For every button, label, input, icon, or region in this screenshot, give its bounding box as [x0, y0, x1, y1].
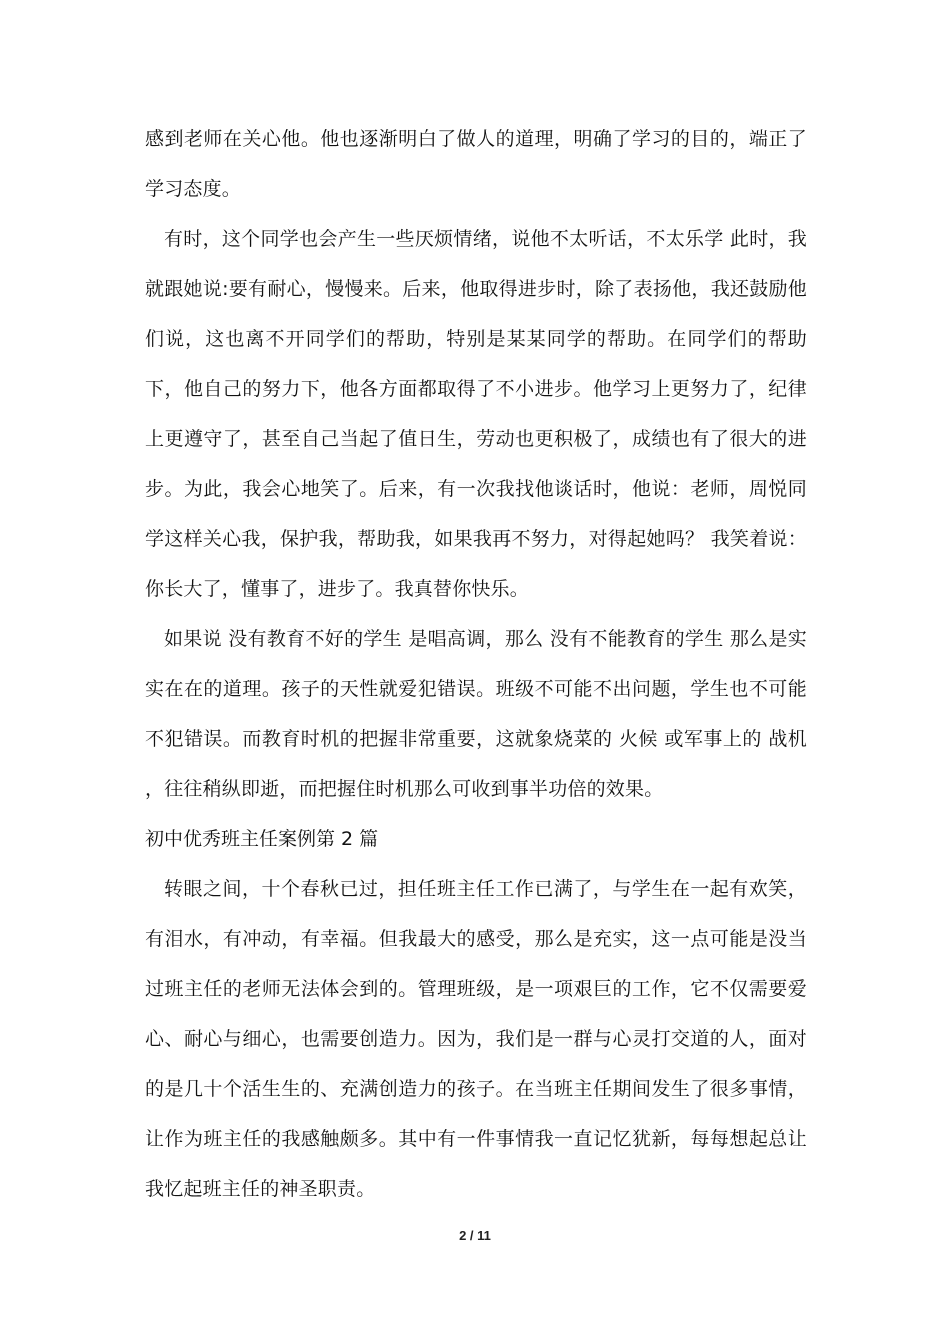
paragraph-4: 转眼之间，十个春秋已过，担任班主任工作已满了，与学生在一起有欢笑，有泪水，有冲动，有幸福。但我最大的感受，那么是充实，这一点可能是没当过班主任的老师无法体会到的。管理班级，是一项艰巨的工作，它不仅需要爱心、耐心与细心，也需要创造力。因为，我们是一群与心灵打交道的人，面对的是几十个活生生的、充满创造力的孩子。在当班主任期间发生了很多事情，让作为班主任的我感触颇多。其中有一件事情我一直记忆犹新，每每想起总让我忆起班主任的神圣职责。: [145, 878, 807, 1200]
paragraph-2: 有时，这个同学也会产生一些厌烦情绪，说他不太听话，不太乐学 此时，我就跟她说:要有耐心，慢慢来。后来，他取得进步时，除了表扬他，我还鼓励他们说，这也离不开同学们的帮助，特别是某某同学的帮助。在同学们的帮助下，他自己的努力下，他各方面都取得了不小进步。他学习上更努力了，纪律上更遵守了，甚至自己当起了值日生，劳动也更积极了，成绩也有了很大的进步。为此，我会心地笑了。后来，有一次我找他谈话时，他说：老师，周悦同学这样关心我，保护我，帮助我，如果我再不努力，对得起她吗？ 我笑着说：你长大了，懂事了，进步了。我真替你快乐。: [145, 228, 807, 600]
paragraph-3: 如果说 没有教育不好的学生 是唱高调，那么 没有不能教育的学生 那么是实实在在的道理。孩子的天性就爱犯错误。班级不可能不出问题，学生也不可能不犯错误。而教育时机的把握非常重要，这就象烧菜的 火候 或军事上的 战机 ，往往稍纵即逝，而把握住时机那么可收到事半功倍的效果。: [145, 628, 807, 800]
section-heading: 初中优秀班主任案例第 2 篇: [145, 828, 379, 850]
document-body: [145, 114, 807, 1214]
paragraph-1: 感到老师在关心他。他也逐渐明白了做人的道理，明确了学习的目的，端正了学习态度。: [145, 128, 807, 200]
page-number: 2 / 11: [459, 1228, 491, 1243]
